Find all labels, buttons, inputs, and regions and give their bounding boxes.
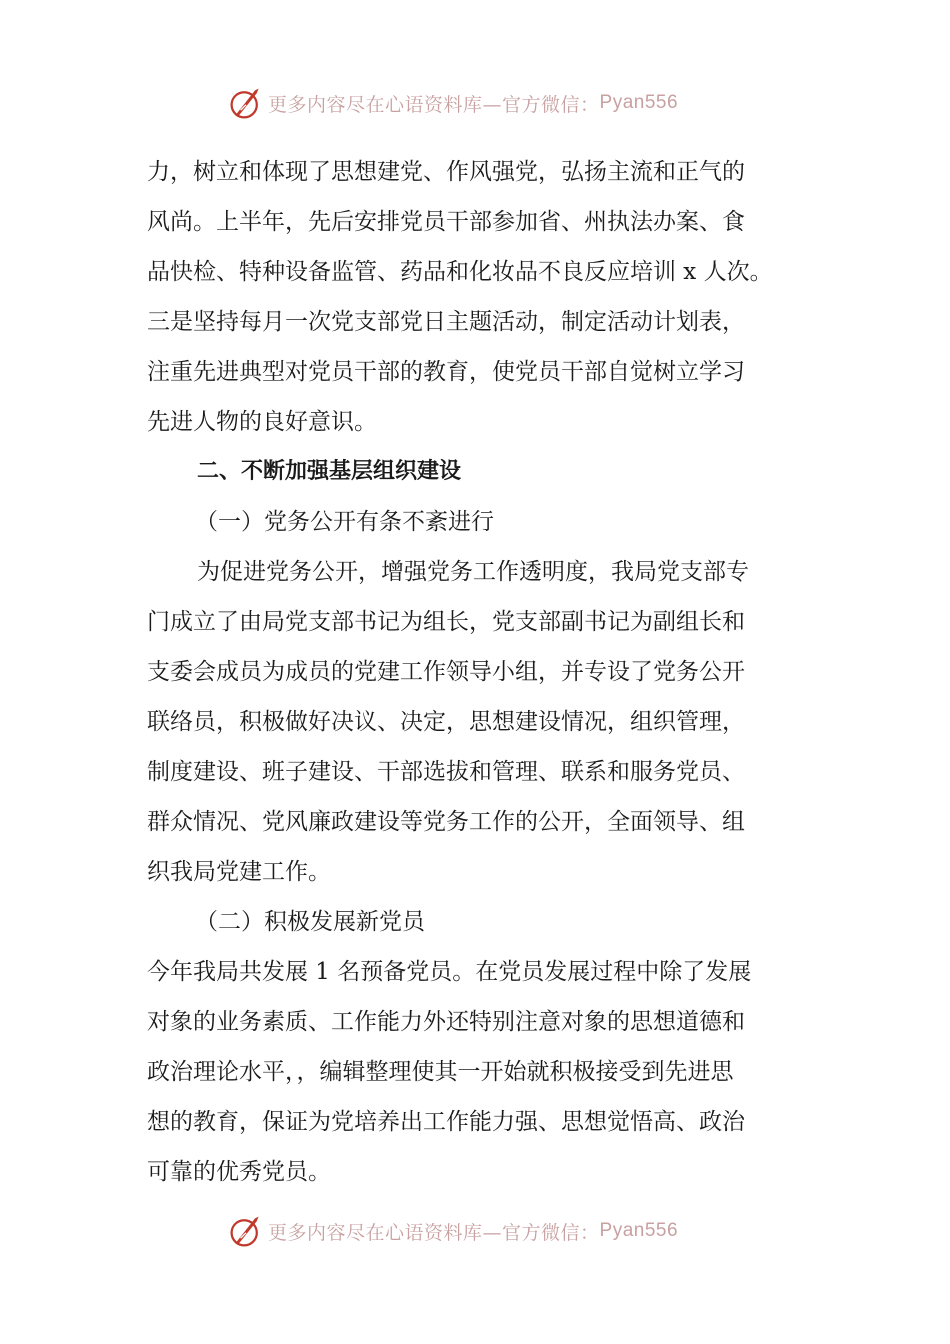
text-line: 先进人物的良好意识。 xyxy=(147,409,377,435)
text-line: 对象的业务素质、工作能力外还特别注意对象的思想道德和 xyxy=(147,1009,745,1035)
header-banner-text: 更多内容尽在心语资料库—官方微信： xyxy=(268,93,600,116)
text-line: 支委会成员为成员的党建工作领导小组，并专设了党务公开 xyxy=(147,659,745,685)
header-banner-id: Pyan556 xyxy=(599,92,679,113)
paragraph-3 xyxy=(147,947,812,1197)
subheading-party-affairs: （一）党务公开有条不紊进行 xyxy=(195,509,494,535)
document-body xyxy=(147,147,812,1197)
text-line: 门成立了由局党支部书记为组长，党支部副书记为副组长和 xyxy=(147,609,745,635)
section-heading: 二、不断加强基层组织建设 xyxy=(197,459,462,484)
text-line: 品快检、特种设备监管、药品和化妆品不良反应培训 x 人次。 xyxy=(147,259,773,285)
text-line: 三是坚持每月一次党支部党日主题活动，制定活动计划表， xyxy=(147,309,745,335)
text-line: 想的教育，保证为党培养出工作能力强、思想觉悟高、政治 xyxy=(147,1109,745,1135)
text-line: 风尚。上半年，先后安排党员干部参加省、州执法办案、食 xyxy=(147,209,745,235)
text-line: 联络员，积极做好决议、决定，思想建设情况，组织管理， xyxy=(147,709,745,735)
footer-banner-id: Pyan556 xyxy=(599,1220,679,1241)
text-line: 制度建设、班子建设、干部选拔和管理、联系和服务党员、 xyxy=(147,759,745,785)
text-line: 力，树立和体现了思想建党、作风强党，弘扬主流和正气的 xyxy=(147,159,745,185)
text-line: 注重先进典型对党员干部的教育，使党员干部自觉树立学习 xyxy=(147,359,745,385)
footer-banner-text: 更多内容尽在心语资料库—官方微信： xyxy=(268,1221,600,1244)
text-line: 政治理论水平，，编辑整理使其一开始就积极接受到先进思 xyxy=(147,1059,734,1085)
subheading-new-members: （二）积极发展新党员 xyxy=(195,909,425,935)
header-watermark-banner xyxy=(228,83,748,123)
paragraph-2 xyxy=(147,547,812,897)
quill-logo-icon xyxy=(228,85,264,121)
text-line: 织我局党建工作。 xyxy=(147,859,331,885)
quill-logo-icon xyxy=(228,1213,264,1249)
paragraph-1 xyxy=(147,147,812,447)
text-line: 群众情况、党风廉政建设等党务工作的公开，全面领导、组 xyxy=(147,809,745,835)
footer-watermark-banner xyxy=(228,1211,748,1251)
text-line: 今年我局共发展 1 名预备党员。在党员发展过程中除了发展 xyxy=(147,959,752,985)
text-line: 为促进党务公开，增强党务工作透明度，我局党支部专 xyxy=(197,559,749,585)
text-line: 可靠的优秀党员。 xyxy=(147,1159,331,1185)
